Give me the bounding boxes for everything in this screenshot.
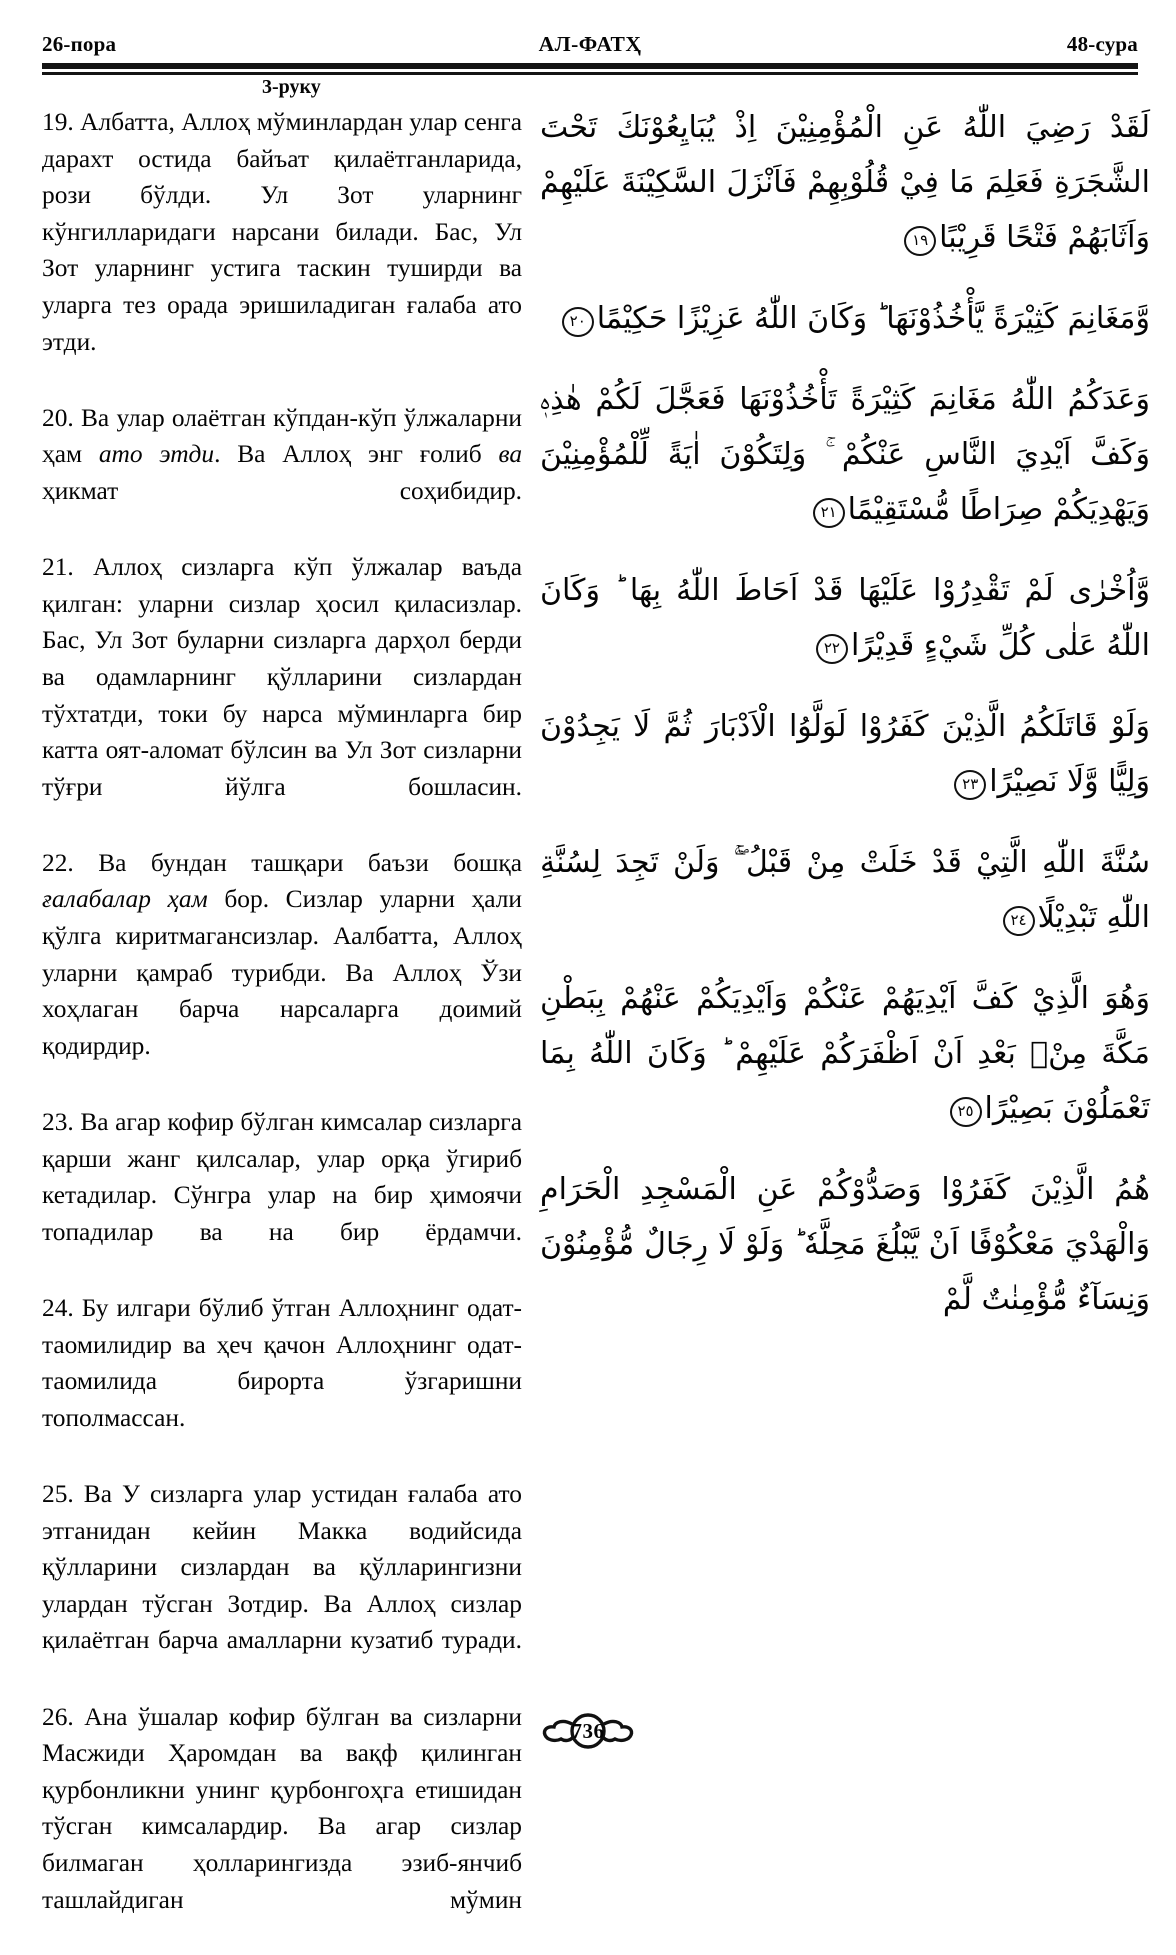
verse-text: Аллоҳ сизларга кўп ўлжалар ваъда қилган: уларни сизлар ҳосил қиласизлар. Бас, Ул Зот буларни сизларга дарҳол берди ва одамларнинг қўлларини сизлардан тўхтатди, токи бу нарса мўминларга бир катта оят-аломат бўлсин ва Ул Зот сизларни тўғри йўлга бошласин. (42, 553, 522, 801)
ayah-number-marker: ٢٠ (562, 307, 594, 337)
verse-number: 20. (42, 403, 74, 432)
translation-column (42, 104, 522, 1955)
verse-text: Ва бундан ташқари баъзи бошқа (73, 848, 522, 877)
header-divider-rule (42, 63, 1138, 75)
folio-ornament-frame (541, 1708, 635, 1754)
ayah-number-marker: ٢٥ (950, 1097, 982, 1127)
translation-verse (42, 845, 522, 1101)
running-head-surah-number: 48-сура (1066, 32, 1138, 56)
verse-text-emphasis: ато этди (98, 440, 215, 469)
verse-text: Ва агар кофир бўлган кимсалар сизларга қарши жанг қилсалар, улар орқа ўгириб кетадилар. Сўнгра улар на бир ҳимоячи топадилар ва на бир ёрдамчи. (42, 1108, 522, 1246)
translation-verse (42, 1476, 522, 1696)
arabic-ayah-block (540, 100, 1150, 265)
verse-number: 19. (42, 108, 74, 136)
verse-number: 26. (42, 1702, 74, 1731)
ayah-number-marker: ٢٤ (1003, 906, 1035, 936)
verse-number: 23. (42, 1108, 74, 1137)
arabic-ayah-block (540, 291, 1150, 346)
ayah-number-marker: ٢٢ (816, 634, 848, 664)
ruku-label: 3-руку (262, 76, 321, 98)
arabic-ayah-text: وَّمَغَانِمَ كَثِيْرَةً يَّأْخُذُوْنَهَا ؕ وَكَانَ اللّٰهُ عَزِيْزًا حَكِيْمًا٢٠ (540, 291, 1150, 346)
verse-text-emphasis: ва (498, 440, 523, 469)
translation-verse (42, 1290, 522, 1473)
verse-number: 21. (42, 553, 74, 582)
arabic-ayah-block (540, 971, 1150, 1136)
verse-number: 22. (42, 848, 74, 877)
translation-verse (42, 104, 522, 397)
verse-text: . Ва Аллоҳ энг ғолиб (214, 440, 499, 469)
verse-text: Албатта, Аллоҳ мўминлардан улар сенга дарахт остида байъат қилаётганларида, рози бўлди. Ул Зот уларнинг кўнгилларидаги нарсани билади. Бас, Ул Зот уларнинг устига таскин туширди ва уларга тез орада эришиладиган ғалаба ато этди. (42, 108, 522, 356)
arabic-ayah-text: وَهُوَ الَّذِيْ كَفَّ اَيْدِيَهُمْ عَنْكُمْ وَاَيْدِيَكُمْ عَنْهُمْ بِبَطْنِ مَكَّةَ مِنْۢ بَعْدِ اَنْ اَظْفَرَكُمْ عَلَيْهِمْ ؕ وَكَانَ اللّٰهُ بِمَا تَعْمَلُوْنَ بَصِيْرًا٢٥ (540, 981, 1150, 1126)
arabic-ayah-text: وَلَوْ قَاتَلَكُمُ الَّذِيْنَ كَفَرُوْا لَوَلَّوُا الْاَدْبَارَ ثُمَّ لَا يَجِدُوْنَ وَلِيًّا وَّلَا نَصِيْرًا٢٣ (540, 709, 1150, 799)
arabic-ayah-block (540, 699, 1150, 809)
verse-text: Ана ўшалар кофир бўлган ва сизларни Масжиди Ҳаромдан ва вақф қилинган қурбонликни унинг қурбонгоҳга етишидан тўсган кимсалардир. Ва агар сизлар билмаган ҳолларингизда эзиб-янчиб ташлайдиган мўмин (42, 1702, 522, 1914)
verse-text: Бу илгари бўлиб ўтган Аллоҳнинг одат-таомилидир ва ҳеч қачон Аллоҳнинг одат-таомилида бирорта ўзгаришни тополмассан. (42, 1294, 522, 1432)
ayah-number-marker: ٢١ (813, 498, 845, 528)
arabic-ayah-block (540, 1162, 1150, 1327)
translation-verse (42, 549, 522, 842)
verse-number: 24. (42, 1294, 74, 1322)
arabic-ayah-block (540, 835, 1150, 945)
arabic-ayah-text: لَقَدْ رَضِيَ اللّٰهُ عَنِ الْمُؤْمِنِيْنَ اِذْ يُبَايِعُوْنَكَ تَحْتَ الشَّجَرَةِ فَعَلِمَ مَا فِيْ قُلُوْبِهِمْ فَاَنْزَلَ السَّكِيْنَةَ عَلَيْهِمْ وَاَثَابَهُمْ فَتْحًا قَرِيْبًا١٩ (540, 110, 1150, 255)
folio (0, 1708, 1176, 1754)
running-head (42, 32, 1138, 62)
ayah-number-marker: ١٩ (904, 226, 936, 256)
verse-text-emphasis: ғалабалар ҳам (42, 885, 208, 914)
verse-number: 25. (42, 1479, 74, 1508)
arabic-ayah-block (540, 372, 1150, 537)
running-head-juz: 26-пора (42, 32, 117, 56)
verse-text: бор. Сизлар уларни ҳали қўлга киритмагансизлар. Аалбатта, Аллоҳ уларни қамраб турибди. Ва Аллоҳ Ўзи хоҳлаган барча нарсаларга доимий қодирдир. (42, 885, 522, 1060)
arabic-ayah-block (540, 563, 1150, 673)
arabic-ayah-text: سُنَّةَ اللّٰهِ الَّتِيْ قَدْ خَلَتْ مِنْ قَبْلُ ۖۚ وَلَنْ تَجِدَ لِسُنَّةِ اللّٰهِ تَبْدِيْلًا٢٤ (540, 845, 1150, 935)
running-head-surah-name: АЛ-ФАТҲ (538, 32, 642, 56)
arabic-ayah-text: هُمُ الَّذِيْنَ كَفَرُوْا وَصَدُّوْكُمْ عَنِ الْمَسْجِدِ الْحَرَامِ وَالْهَدْيَ مَعْكُوْفًا اَنْ يَّبْلُغَ مَحِلَّهٗ ؕ وَلَوْ لَا رِجَالٌ مُّؤْمِنُوْنَ وَنِسَآءٌ مُّؤْمِنٰتٌ لَّمْ (540, 1172, 1150, 1317)
arabic-ayah-text: وَّاُخْرٰى لَمْ تَقْدِرُوْا عَلَيْهَا قَدْ اَحَاطَ اللّٰهُ بِهَا ؕ وَكَانَ اللّٰهُ عَلٰى كُلِّ شَيْءٍ قَدِيْرًا٢٢ (540, 573, 1150, 663)
verse-text: Ва У сизларга улар устидан ғалаба ато этганидан кейин Макка водийсида қўлларини сизлардан ва қўлларингизни улардан тўсган Зотдир. Ва Аллоҳ сизлар қилаётган барча амалларни кузатиб туради. (42, 1479, 522, 1655)
arabic-ayah-text: وَعَدَكُمُ اللّٰهُ مَغَانِمَ كَثِيْرَةً تَأْخُذُوْنَهَا فَعَجَّلَ لَكُمْ هٰذِهٖ وَكَفَّ اَيْدِيَ النَّاسِ عَنْكُمْ ۚ وَلِتَكُوْنَ اٰيَةً لِّلْمُؤْمِنِيْنَ وَيَهْدِيَكُمْ صِرَاطًا مُّسْتَقِيْمًا٢١ (540, 382, 1150, 527)
page-number: 736 (571, 1718, 605, 1743)
verse-text: ҳикмат соҳибидир. (42, 476, 522, 505)
verse-text: Ва улар олаётган кўпдан-кўп ўлжаларни ҳам (42, 403, 522, 469)
ayah-number-marker: ٢٣ (954, 770, 986, 800)
arabic-column (540, 100, 1150, 1327)
translation-verse (42, 400, 522, 546)
divider-thin-line (42, 72, 1138, 75)
translation-verse (42, 1104, 522, 1287)
